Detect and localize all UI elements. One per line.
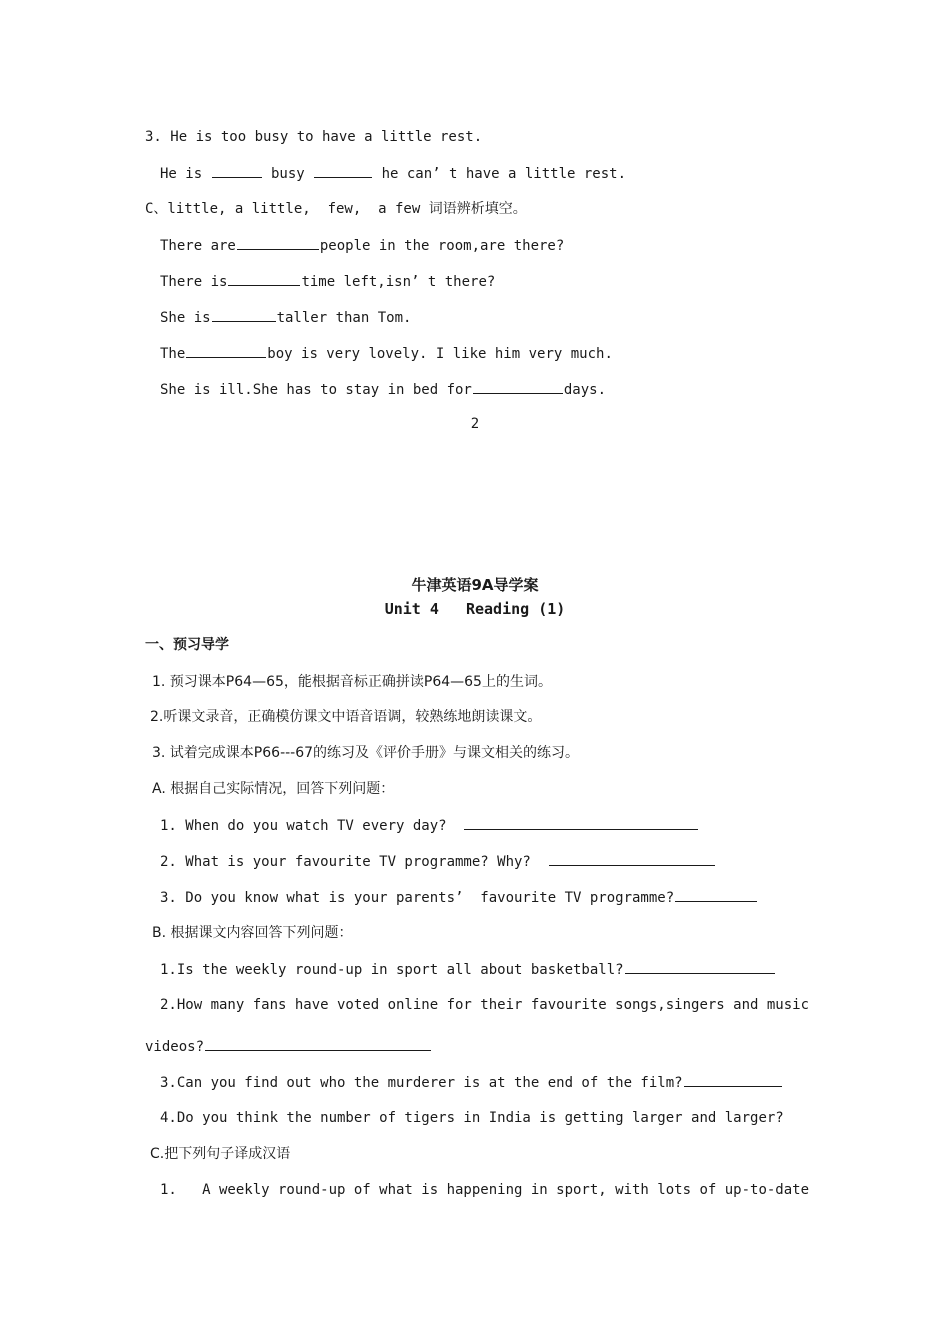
text: time left,isn’ t there?	[301, 274, 496, 290]
question-b1	[160, 959, 776, 980]
section-c-translate-heading: C.把下列句子译成汉语	[150, 1146, 291, 1162]
item3-sentence: 3. He is too busy to have a little rest.	[145, 129, 483, 145]
answer-blank[interactable]	[549, 851, 715, 866]
prep-item-1: 1. 预习课本P64—65，能根据音标正确拼读P64—65上的生词。	[152, 674, 552, 690]
text: busy	[262, 166, 314, 182]
question-b3	[160, 1072, 783, 1093]
item3-rewrite	[160, 163, 626, 184]
answer-blank[interactable]	[314, 163, 372, 178]
text: 2. What is your favourite TV programme? Why?	[160, 854, 531, 870]
section-c-heading: C、little, a little, few, a few 词语辨析填空。	[145, 201, 527, 217]
answer-blank[interactable]	[186, 343, 266, 358]
question-a1	[160, 815, 699, 836]
text: boy is very lovely. I like him very much.	[267, 346, 613, 362]
text: There are	[160, 238, 236, 254]
fill-sentence-3	[160, 307, 411, 328]
prep-item-3: 3. 试着完成课本P66---67的练习及《评价手册》与课文相关的练习。	[152, 745, 580, 761]
page-subtitle: Unit 4 Reading (1)	[384, 600, 566, 618]
text: 3.Can you find out who the murderer is at the end of the film?	[160, 1075, 683, 1091]
text: She is	[160, 310, 211, 326]
question-b4: 4.Do you think the number of tigers in India is getting larger and larger?	[160, 1110, 784, 1126]
fill-sentence-1	[160, 235, 564, 256]
section-a-heading: A. 根据自己实际情况，回答下列问题：	[152, 781, 395, 797]
text: days.	[563, 382, 607, 398]
text: people in the room,are there?	[319, 238, 565, 254]
fill-sentence-5	[160, 379, 606, 400]
text: 1.Is the weekly round-up in sport all about basketball?	[160, 962, 624, 978]
answer-blank[interactable]	[684, 1072, 782, 1087]
text: The	[160, 346, 186, 362]
fill-sentence-2	[160, 271, 495, 292]
answer-blank[interactable]	[228, 271, 300, 286]
text: He is	[160, 166, 211, 182]
text: 3. Do you know what is your parents’ favourite TV programme?	[160, 890, 675, 906]
text: videos?	[145, 1039, 205, 1055]
answer-blank[interactable]	[464, 815, 698, 830]
question-a2	[160, 851, 716, 872]
answer-blank[interactable]	[625, 959, 775, 974]
fill-sentence-4	[160, 343, 613, 364]
answer-blank[interactable]	[212, 307, 276, 322]
page-number: 2	[470, 416, 480, 432]
answer-blank[interactable]	[237, 235, 319, 250]
page-title: 牛津英语9A导学案	[411, 576, 539, 594]
answer-blank[interactable]	[205, 1036, 431, 1051]
answer-blank[interactable]	[473, 379, 563, 394]
text: She is ill.She has to stay in bed for	[160, 382, 472, 398]
text: he can’ t have a little rest.	[373, 166, 627, 182]
text: 1. When do you watch TV every day?	[160, 818, 447, 834]
answer-blank[interactable]	[212, 163, 262, 178]
prep-item-2: 2.听课文录音，正确模仿课文中语音语调，较熟练地朗读课文。	[150, 709, 542, 725]
section-1-heading: 一、预习导学	[145, 637, 229, 653]
section-b-heading: B. 根据课文内容回答下列问题：	[152, 925, 353, 941]
question-a3	[160, 887, 758, 908]
question-b2-cont	[145, 1036, 432, 1057]
text: taller than Tom.	[276, 310, 412, 326]
text: There is	[160, 274, 228, 290]
answer-blank[interactable]	[675, 887, 757, 902]
question-b2: 2.How many fans have voted online for their favourite songs,singers and music	[160, 997, 810, 1013]
translate-item-1: 1. A weekly round-up of what is happening in sport, with lots of up-to-date	[160, 1182, 810, 1198]
